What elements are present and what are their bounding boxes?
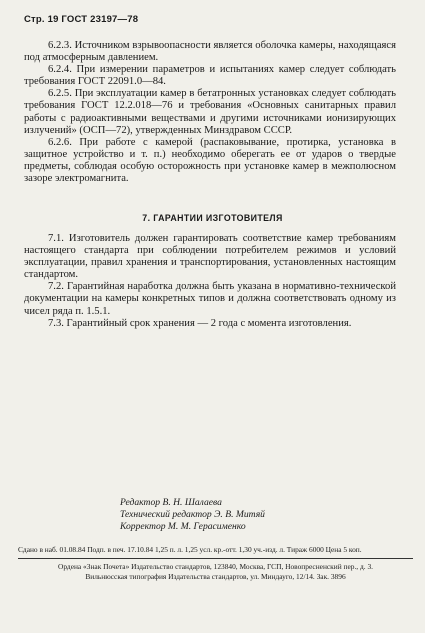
credits-block [120,497,265,534]
paragraph-6-2-6: 6.2.6. При работе с камерой (распаковывание, протирка, установка в защитное устройство и т. п.) необходимо оберегать ее от ударов о твердые предметы, соблюдая особую осторожность при установке камер в межполюсном зазоре электромагнита. [24,136,396,185]
page-header: Стр. 19 ГОСТ 23197—78 [24,14,139,25]
printer-line: Вильнюсская типография Издательства стандартов, ул. Миндауго, 12/14. Зак. 3896 [85,571,346,581]
tech-editor-line: Технический редактор Э. В. Митяй [120,509,265,521]
editor-line: Редактор В. Н. Шалаева [120,497,222,508]
paragraph-6-2-4: 6.2.4. При измерении параметров и испытаниях камер следует соблюдать требования ГОСТ 22091.0—84. [24,64,396,88]
corrector-line: Корректор М. М. Герасименко [120,521,246,533]
paragraph-6-2-5: 6.2.5. При эксплуатации камер в бетатронных установках следует соблюдать требования ГОСТ 12.2.018—76 и требования «Основных санитарных правил работы с радиоактивными веществами и другими источниками ионизирующих излучений» (ОСП—72), утвержденных Минздравом СССР. [24,88,396,136]
section-7-heading: 7. ГАРАНТИИ ИЗГОТОВИТЕЛЯ [142,213,283,223]
paragraph-7-3: 7.3. Гарантийный срок хранения — 2 года с момента изготовления. [48,317,352,329]
section-7-text [24,233,396,330]
paragraph-7-2: 7.2. Гарантийная наработка должна быть указана в нормативно-технической документации на камеры конкретных типов и должна соответствовать одному из чисел ряда п. 1.5.1. [24,281,396,317]
print-details: Сдано в наб. 01.08.84 Подп. в печ. 17.10.84 1,25 п. л. 1,25 усл. кр.-отт. 1,30 уч.-изд. л. Тираж 6000 Цена 5 коп. [18,545,362,554]
section-6-text [24,40,396,185]
divider [18,558,413,559]
publisher-block [18,562,413,581]
paragraph-6-2-3: 6.2.3. Источником взрывоопасности является оболочка камеры, находящаяся под атмосферным давлением. [24,40,396,64]
paragraph-7-1: 7.1. Изготовитель должен гарантировать соответствие камер требованиям настоящего стандарта при соблюдении потребителем режимов и условий эксплуатации, правил хранения и транспортирования, установленных настоящим стандартом. [24,233,396,281]
publisher-line: Ордена «Знак Почета» Издательство стандартов, 123840, Москва, ГСП, Новопресненский пер., д. 3. [58,562,373,571]
